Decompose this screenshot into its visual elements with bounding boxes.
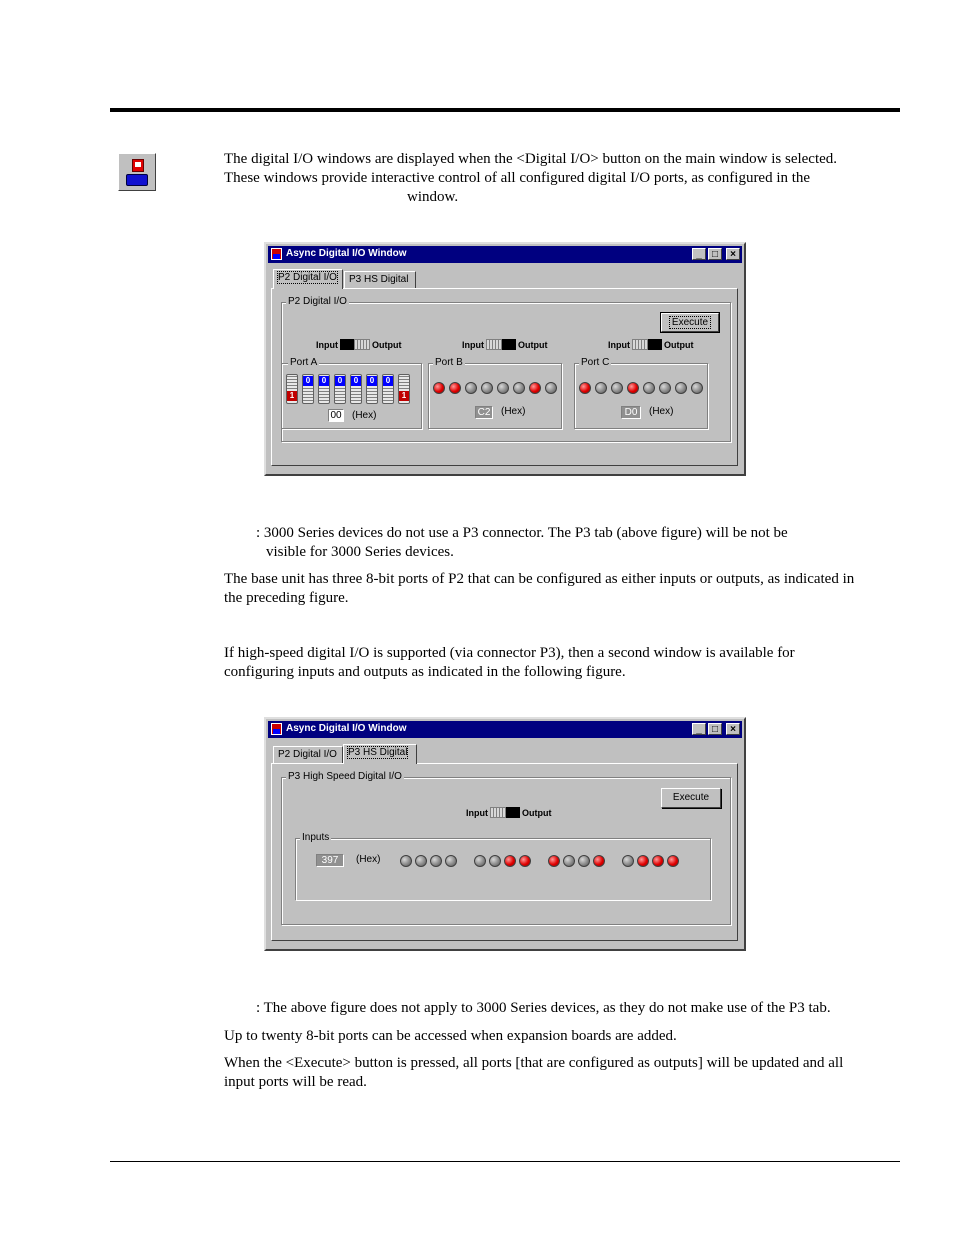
- bit-value: 0: [319, 376, 329, 386]
- window-title: Async Digital I/O Window: [286, 248, 407, 259]
- led-indicator: [474, 855, 486, 867]
- bit-value: 1: [287, 391, 297, 401]
- minimize-icon[interactable]: _: [692, 248, 706, 260]
- tab-panel: [271, 763, 738, 941]
- intro-paragraph: [224, 150, 837, 207]
- led-indicator: [529, 382, 541, 394]
- digital-io-icon: [118, 153, 156, 191]
- port-a-bit-switch[interactable]: [286, 374, 298, 404]
- bit-value: 0: [383, 376, 393, 386]
- bit-value: 1: [399, 391, 409, 401]
- port-a-hex-field[interactable]: 00: [328, 409, 344, 422]
- expansion-paragraph: [224, 1027, 677, 1046]
- window-title-bar[interactable]: [268, 246, 742, 263]
- execute-paragraph: [224, 1054, 843, 1092]
- output-label: Output: [518, 339, 548, 350]
- tab-label: P3 HS Digital: [349, 274, 409, 285]
- led-indicator: [637, 855, 649, 867]
- top-rule: [110, 108, 900, 112]
- led-indicator: [489, 855, 501, 867]
- close-icon[interactable]: ×: [726, 723, 740, 735]
- led-indicator: [519, 855, 531, 867]
- execute-button[interactable]: [661, 313, 719, 332]
- tab-p3-hs-digital[interactable]: [344, 271, 416, 289]
- high-speed-paragraph: [224, 644, 795, 682]
- port-b-label: Port B: [435, 357, 463, 368]
- window-app-icon: [271, 723, 282, 735]
- hs-line-2: configuring inputs and outputs as indicated in the following figure.: [224, 664, 626, 680]
- execute-label: Execute: [672, 792, 710, 803]
- led-indicator: [513, 382, 525, 394]
- led-indicator: [497, 382, 509, 394]
- inputs-group: [295, 832, 711, 900]
- led-indicator: [563, 855, 575, 867]
- led-indicator: [593, 855, 605, 867]
- port-b-group: [428, 357, 562, 429]
- output-label: Output: [372, 339, 402, 350]
- led-indicator: [465, 382, 477, 394]
- bit-value: 0: [351, 376, 361, 386]
- port-a-bit-switch[interactable]: [350, 374, 362, 404]
- exec-line-1: When the <Execute> button is pressed, all ports [that are configured as outputs] will be updated and all: [224, 1055, 844, 1071]
- intro-line-3: window.: [407, 189, 459, 205]
- led-indicator: [578, 855, 590, 867]
- bit-value: 0: [367, 376, 377, 386]
- bit-value: 0: [303, 376, 313, 386]
- led-indicator: [691, 382, 703, 394]
- led-indicator: [415, 855, 427, 867]
- hex-label: (Hex): [356, 854, 381, 865]
- window-title-bar[interactable]: [268, 721, 742, 738]
- led-indicator: [400, 855, 412, 867]
- exec-line-2: input ports will be read.: [224, 1074, 367, 1090]
- port-b-direction-switch[interactable]: [462, 339, 548, 350]
- group-label: P3 High Speed Digital I/O: [288, 771, 402, 782]
- port-c-direction-switch[interactable]: [608, 339, 694, 350]
- port-a-group: [282, 357, 422, 429]
- port-c-group: [574, 357, 708, 429]
- led-indicator: [481, 382, 493, 394]
- base-line-1: The base unit has three 8-bit ports of P2 that can be configured as either inputs or outputs, as indicated in: [224, 571, 855, 587]
- led-indicator: [652, 855, 664, 867]
- led-indicator: [622, 855, 634, 867]
- p3-direction-switch[interactable]: [466, 807, 552, 818]
- input-label: Input: [316, 339, 338, 350]
- bit-value: 0: [335, 376, 345, 386]
- hex-label: (Hex): [352, 410, 377, 421]
- execute-button[interactable]: [661, 788, 721, 808]
- ports-line-1: Up to twenty 8-bit ports can be accessed when expansion boards are added.: [224, 1028, 677, 1044]
- port-c-label: Port C: [581, 357, 610, 368]
- async-digital-io-window-p3: [264, 717, 746, 951]
- execute-label: Execute: [671, 317, 709, 328]
- port-a-bit-switch[interactable]: [398, 374, 410, 404]
- led-indicator: [659, 382, 671, 394]
- port-a-bit-switch[interactable]: [366, 374, 378, 404]
- tab-p3-hs-digital[interactable]: [343, 744, 417, 764]
- note-p3-tab: [256, 999, 831, 1018]
- note-line-2: visible for 3000 Series devices.: [266, 544, 454, 560]
- tab-label: P2 Digital I/O: [278, 272, 337, 283]
- tab-panel: [271, 288, 738, 466]
- note2-line-1: : The above figure does not apply to 3000 Series devices, as they do not make use of the P3 tab.: [256, 1000, 831, 1016]
- led-indicator: [611, 382, 623, 394]
- window-app-icon: [271, 248, 282, 260]
- base-unit-paragraph: [224, 570, 854, 608]
- p3-high-speed-group: [281, 771, 731, 925]
- base-line-2: the preceding figure.: [224, 590, 349, 606]
- port-a-bit-switch[interactable]: [334, 374, 346, 404]
- led-indicator: [675, 382, 687, 394]
- led-indicator: [595, 382, 607, 394]
- led-indicator: [643, 382, 655, 394]
- minimize-icon[interactable]: _: [692, 723, 706, 735]
- input-label: Input: [466, 807, 488, 818]
- port-a-bit-switch[interactable]: [318, 374, 330, 404]
- output-label: Output: [522, 807, 552, 818]
- hex-label: (Hex): [501, 406, 526, 417]
- tab-p2-digital-io[interactable]: [273, 269, 343, 289]
- input-label: Input: [608, 339, 630, 350]
- tab-p2-digital-io[interactable]: [273, 746, 343, 764]
- intro-line-2: These windows provide interactive control of all configured digital I/O ports, as configured in the: [224, 170, 811, 186]
- p2-digital-io-group: [281, 296, 731, 442]
- inputs-hex-field: 397: [316, 854, 344, 867]
- led-indicator: [545, 382, 557, 394]
- led-indicator: [667, 855, 679, 867]
- port-a-label: Port A: [290, 357, 318, 368]
- tab-label: P3 HS Digital: [348, 747, 408, 758]
- led-indicator: [449, 382, 461, 394]
- port-a-direction-switch[interactable]: [316, 339, 402, 350]
- led-indicator: [445, 855, 457, 867]
- input-label: Input: [462, 339, 484, 350]
- led-indicator: [430, 855, 442, 867]
- close-icon[interactable]: ×: [726, 248, 740, 260]
- async-digital-io-window-p2: [264, 242, 746, 476]
- intro-line-1: The digital I/O windows are displayed when the <Digital I/O> button on the main window is selected.: [224, 151, 838, 167]
- tab-label: P2 Digital I/O: [278, 749, 337, 760]
- hs-line-1: If high-speed digital I/O is supported (via connector P3), then a second window is available for: [224, 645, 795, 661]
- port-a-bit-switch[interactable]: [382, 374, 394, 404]
- led-indicator: [579, 382, 591, 394]
- hex-label: (Hex): [649, 406, 674, 417]
- note-line-1: : 3000 Series devices do not use a P3 connector. The P3 tab (above figure) will be not be: [256, 525, 788, 541]
- maximize-icon[interactable]: □: [708, 723, 722, 735]
- group-label: P2 Digital I/O: [288, 296, 347, 307]
- port-a-bit-switch[interactable]: [302, 374, 314, 404]
- led-indicator: [504, 855, 516, 867]
- led-indicator: [433, 382, 445, 394]
- note-p3-connector: [256, 524, 788, 562]
- port-b-hex-field: C2: [475, 406, 493, 419]
- output-label: Output: [664, 339, 694, 350]
- port-c-hex-field: D0: [621, 406, 641, 419]
- inputs-label: Inputs: [302, 832, 330, 843]
- window-title: Async Digital I/O Window: [286, 723, 407, 734]
- bottom-rule: [110, 1161, 900, 1162]
- led-indicator: [627, 382, 639, 394]
- maximize-icon[interactable]: □: [708, 248, 722, 260]
- led-indicator: [548, 855, 560, 867]
